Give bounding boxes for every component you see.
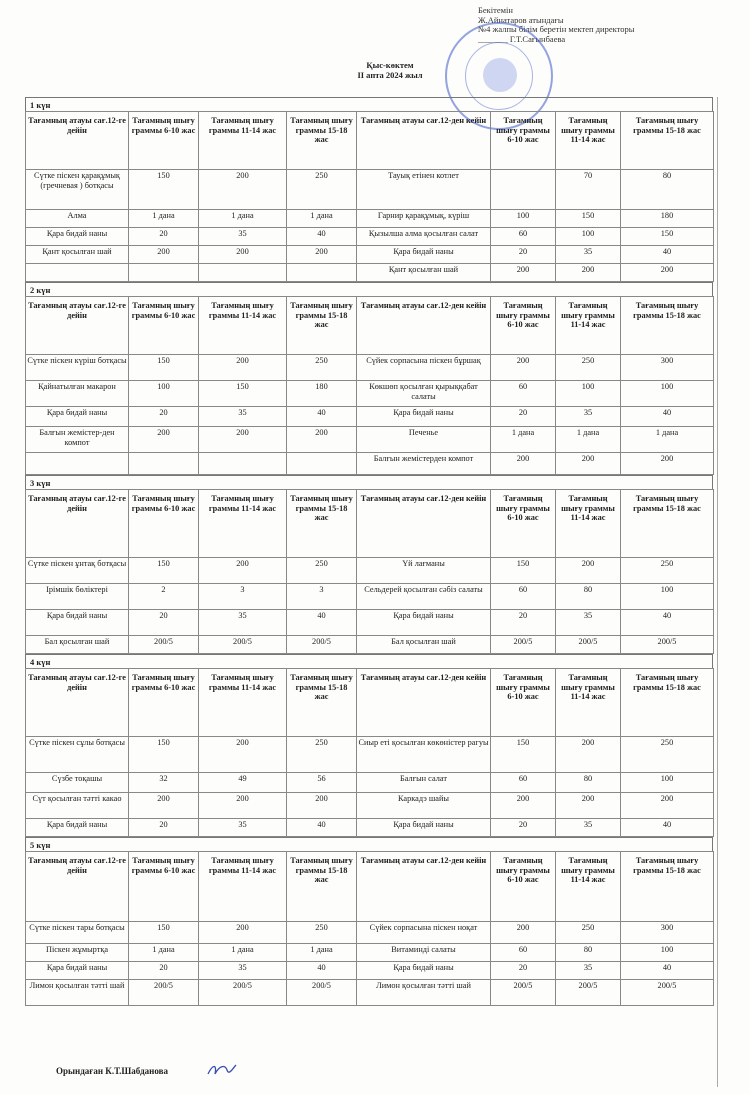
portion-cell: 2	[129, 584, 199, 610]
table-row	[26, 453, 714, 475]
footer-signature-label: Орындаған К.Т.Шабданова	[56, 1066, 168, 1076]
table-row	[26, 636, 714, 654]
portion-cell: 1 дана	[491, 427, 556, 453]
day-label: 1 күн	[25, 97, 713, 111]
table-header-row	[26, 852, 714, 922]
portion-cell: 20	[129, 962, 199, 980]
column-header: Тағамның шығу граммы 15-18 жас	[621, 112, 714, 170]
portion-cell: 100	[556, 381, 621, 407]
portion-cell: 200/5	[556, 636, 621, 654]
portion-cell: 150	[129, 558, 199, 584]
dish-name-cell: Бал қосылған шай	[357, 636, 491, 654]
portion-cell: 20	[129, 610, 199, 636]
dish-name-cell: Лимон қосылған тәтті шай	[357, 980, 491, 1006]
table-row	[26, 210, 714, 228]
portion-cell: 40	[621, 819, 714, 837]
portion-cell: 35	[556, 246, 621, 264]
portion-cell: 150	[129, 737, 199, 773]
portion-cell: 200/5	[621, 636, 714, 654]
dish-name-cell: Қант қосылған шай	[357, 264, 491, 282]
portion-cell: 40	[287, 228, 357, 246]
portion-cell: 56	[287, 773, 357, 793]
column-header: Тағамның атауы сағ.12-ге дейін	[26, 490, 129, 558]
portion-cell	[287, 453, 357, 475]
dish-name-cell: Сүйек сорпасына піскен ноқат	[357, 922, 491, 944]
portion-cell: 200	[556, 558, 621, 584]
portion-cell: 200	[556, 737, 621, 773]
portion-cell: 200	[199, 558, 287, 584]
dish-name-cell	[26, 264, 129, 282]
dish-name-cell: Қайнатылған макарон	[26, 381, 129, 407]
column-header: Тағамның шығу граммы 11-14 жас	[556, 669, 621, 737]
column-header: Тағамның атауы сағ.12-ден кейін	[357, 490, 491, 558]
column-header: Тағамның атауы сағ.12-ге дейін	[26, 112, 129, 170]
table-row	[26, 944, 714, 962]
column-header: Тағамның шығу граммы 15-18 жас	[287, 852, 357, 922]
dish-name-cell: Қара бидай наны	[357, 819, 491, 837]
column-header: Тағамның шығу граммы 15-18 жас	[621, 490, 714, 558]
dish-name-cell	[26, 453, 129, 475]
day-menu-table	[25, 489, 714, 654]
column-header: Тағамның шығу граммы 6-10 жас	[129, 490, 199, 558]
dish-name-cell: Бал қосылған шай	[26, 636, 129, 654]
dish-name-cell: Қара бидай наны	[26, 610, 129, 636]
column-header: Тағамның шығу граммы 6-10 жас	[491, 852, 556, 922]
portion-cell: 200/5	[199, 636, 287, 654]
portion-cell: 35	[199, 962, 287, 980]
dish-name-cell: Лимон қосылған тәтті шай	[26, 980, 129, 1006]
portion-cell: 35	[199, 228, 287, 246]
portion-cell: 250	[287, 355, 357, 381]
table-header-row	[26, 112, 714, 170]
table-row	[26, 610, 714, 636]
column-header: Тағамның шығу граммы 15-18 жас	[287, 297, 357, 355]
dish-name-cell: Печенье	[357, 427, 491, 453]
table-header-row	[26, 490, 714, 558]
dish-name-cell: Сүтке піскен ұнтақ ботқасы	[26, 558, 129, 584]
portion-cell: 35	[556, 819, 621, 837]
portion-cell: 200/5	[556, 980, 621, 1006]
portion-cell: 200	[287, 427, 357, 453]
day-menu-table	[25, 111, 714, 282]
portion-cell: 200	[199, 793, 287, 819]
portion-cell: 35	[556, 610, 621, 636]
column-header: Тағамның атауы сағ.12-ден кейін	[357, 669, 491, 737]
portion-cell: 200	[287, 793, 357, 819]
portion-cell: 35	[199, 610, 287, 636]
approval-line: Ж.Айнатаров атындағы	[478, 14, 564, 25]
dish-name-cell: Каркадэ шайы	[357, 793, 491, 819]
dish-name-cell: Қызылша алма қосылған салат	[357, 228, 491, 246]
column-header: Тағамның атауы сағ.12-ге дейін	[26, 852, 129, 922]
table-row	[26, 819, 714, 837]
table-row	[26, 737, 714, 773]
portion-cell: 100	[621, 584, 714, 610]
portion-cell: 200	[556, 453, 621, 475]
portion-cell: 100	[621, 944, 714, 962]
portion-cell: 20	[129, 407, 199, 427]
portion-cell: 200	[129, 427, 199, 453]
table-row	[26, 228, 714, 246]
portion-cell: 35	[199, 819, 287, 837]
portion-cell: 20	[491, 962, 556, 980]
dish-name-cell: Балғын жемістер-ден компот	[26, 427, 129, 453]
dish-name-cell: Сүтке піскен күріш ботқасы	[26, 355, 129, 381]
page-edge-line	[717, 97, 718, 1087]
dish-name-cell: Көкшөп қосылған қырыққабат салаты	[357, 381, 491, 407]
column-header: Тағамның шығу граммы 15-18 жас	[287, 112, 357, 170]
column-header: Тағамның шығу граммы 6-10 жас	[129, 669, 199, 737]
column-header: Тағамның шығу граммы 11-14 жас	[199, 852, 287, 922]
dish-name-cell: Сельдерей қосылған сәбіз салаты	[357, 584, 491, 610]
column-header: Тағамның шығу граммы 11-14 жас	[199, 490, 287, 558]
portion-cell	[491, 170, 556, 210]
portion-cell: 1 дана	[129, 210, 199, 228]
portion-cell: 200/5	[621, 980, 714, 1006]
portion-cell: 300	[621, 922, 714, 944]
table-row	[26, 980, 714, 1006]
table-row	[26, 427, 714, 453]
portion-cell: 150	[491, 737, 556, 773]
portion-cell: 200/5	[491, 980, 556, 1006]
portion-cell: 200/5	[129, 636, 199, 654]
table-row	[26, 407, 714, 427]
column-header: Тағамның шығу граммы 6-10 жас	[129, 112, 199, 170]
column-header: Тағамның шығу граммы 11-14 жас	[556, 112, 621, 170]
table-row	[26, 584, 714, 610]
table-row	[26, 922, 714, 944]
portion-cell: 40	[287, 610, 357, 636]
column-header: Тағамның атауы сағ.12-ден кейін	[357, 297, 491, 355]
portion-cell: 40	[621, 962, 714, 980]
table-row	[26, 355, 714, 381]
portion-cell: 200	[199, 922, 287, 944]
portion-cell: 100	[621, 381, 714, 407]
portion-cell: 49	[199, 773, 287, 793]
portion-cell: 200	[199, 427, 287, 453]
column-header: Тағамның шығу граммы 6-10 жас	[129, 852, 199, 922]
signature-mark	[205, 1060, 239, 1080]
column-header: Тағамның шығу граммы 6-10 жас	[491, 112, 556, 170]
portion-cell: 150	[129, 170, 199, 210]
approval-line: _______ Г.Т.Сағынбаева	[478, 33, 566, 44]
dish-name-cell: Қара бидай наны	[357, 610, 491, 636]
column-header: Тағамның атауы сағ.12-ден кейін	[357, 112, 491, 170]
portion-cell: 200	[491, 922, 556, 944]
portion-cell: 200	[621, 793, 714, 819]
dish-name-cell: Балғын жемістерден компот	[357, 453, 491, 475]
dish-name-cell: Сүт қосылған тәтті какао	[26, 793, 129, 819]
portion-cell: 150	[621, 228, 714, 246]
portion-cell: 80	[621, 170, 714, 210]
portion-cell: 80	[556, 773, 621, 793]
table-row	[26, 264, 714, 282]
table-row	[26, 773, 714, 793]
portion-cell: 80	[556, 584, 621, 610]
menu-sheet	[25, 97, 713, 1006]
menu-season: Қыс-көктем	[366, 60, 414, 70]
day-label: 2 күн	[25, 282, 713, 296]
portion-cell: 250	[556, 355, 621, 381]
portion-cell: 100	[556, 228, 621, 246]
dish-name-cell: Сиыр еті қосылған көкөністер рагуы	[357, 737, 491, 773]
menu-title	[350, 60, 430, 80]
portion-cell: 20	[491, 610, 556, 636]
dish-name-cell: Тауық етінен котлет	[357, 170, 491, 210]
dish-name-cell: Сүзбе тоқашы	[26, 773, 129, 793]
dish-name-cell: Қара бидай наны	[357, 407, 491, 427]
portion-cell: 250	[287, 558, 357, 584]
column-header: Тағамның шығу граммы 15-18 жас	[287, 490, 357, 558]
day-label: 5 күн	[25, 837, 713, 851]
portion-cell: 80	[556, 944, 621, 962]
portion-cell: 100	[621, 773, 714, 793]
table-header-row	[26, 669, 714, 737]
portion-cell: 70	[556, 170, 621, 210]
column-header: Тағамның шығу граммы 15-18 жас	[621, 297, 714, 355]
portion-cell: 250	[287, 737, 357, 773]
portion-cell: 200	[129, 246, 199, 264]
portion-cell: 200/5	[199, 980, 287, 1006]
column-header: Тағамның шығу граммы 6-10 жас	[491, 669, 556, 737]
table-header-row	[26, 297, 714, 355]
portion-cell: 40	[287, 962, 357, 980]
portion-cell: 40	[621, 610, 714, 636]
portion-cell: 1 дана	[199, 210, 287, 228]
portion-cell: 1 дана	[287, 210, 357, 228]
portion-cell: 150	[491, 558, 556, 584]
portion-cell: 200	[491, 793, 556, 819]
portion-cell: 60	[491, 228, 556, 246]
dish-name-cell: Қара бидай наны	[357, 246, 491, 264]
portion-cell: 250	[556, 922, 621, 944]
approval-line: Бекітемін	[478, 5, 513, 15]
portion-cell: 200	[199, 737, 287, 773]
portion-cell: 40	[621, 246, 714, 264]
dish-name-cell: Балғын салат	[357, 773, 491, 793]
portion-cell	[199, 264, 287, 282]
day-menu-table	[25, 296, 714, 475]
portion-cell	[199, 453, 287, 475]
dish-name-cell: Қара бидай наны	[357, 962, 491, 980]
portion-cell: 200	[199, 246, 287, 264]
portion-cell: 20	[129, 228, 199, 246]
day-menu-table	[25, 668, 714, 837]
approval-line: №4 жалпы білім беретін мектеп директоры	[478, 24, 635, 35]
portion-cell: 1 дана	[199, 944, 287, 962]
column-header: Тағамның шығу граммы 11-14 жас	[556, 852, 621, 922]
portion-cell: 1 дана	[287, 944, 357, 962]
column-header: Тағамның атауы сағ.12-ге дейін	[26, 297, 129, 355]
day-menu-table	[25, 851, 714, 1006]
table-row	[26, 793, 714, 819]
dish-name-cell: Сүтке піскен сұлы ботқасы	[26, 737, 129, 773]
column-header: Тағамның шығу граммы 11-14 жас	[199, 297, 287, 355]
menu-week: II апта 2024 жыл	[357, 70, 423, 80]
portion-cell: 40	[287, 407, 357, 427]
column-header: Тағамның атауы сағ.12-ден кейін	[357, 852, 491, 922]
portion-cell: 200	[199, 355, 287, 381]
portion-cell: 180	[287, 381, 357, 407]
dish-name-cell: Алма	[26, 210, 129, 228]
column-header: Тағамның шығу граммы 11-14 жас	[556, 490, 621, 558]
portion-cell: 32	[129, 773, 199, 793]
column-header: Тағамның шығу граммы 6-10 жас	[129, 297, 199, 355]
portion-cell: 200	[621, 264, 714, 282]
portion-cell: 20	[129, 819, 199, 837]
portion-cell	[129, 264, 199, 282]
portion-cell: 150	[199, 381, 287, 407]
dish-name-cell: Қара бидай наны	[26, 407, 129, 427]
column-header: Тағамның шығу граммы 11-14 жас	[199, 112, 287, 170]
portion-cell: 200	[129, 793, 199, 819]
column-header: Тағамның шығу граммы 11-14 жас	[556, 297, 621, 355]
dish-name-cell: Қант қосылған шай	[26, 246, 129, 264]
portion-cell: 60	[491, 584, 556, 610]
portion-cell: 200	[621, 453, 714, 475]
column-header: Тағамның шығу граммы 6-10 жас	[491, 297, 556, 355]
portion-cell: 200	[491, 453, 556, 475]
table-row	[26, 962, 714, 980]
portion-cell: 200/5	[129, 980, 199, 1006]
portion-cell: 3	[287, 584, 357, 610]
dish-name-cell: Гарнир қарақұмық, күріш	[357, 210, 491, 228]
portion-cell: 150	[556, 210, 621, 228]
portion-cell: 250	[287, 170, 357, 210]
portion-cell: 1 дана	[556, 427, 621, 453]
dish-name-cell: Үй лағманы	[357, 558, 491, 584]
portion-cell: 60	[491, 773, 556, 793]
column-header: Тағамның шығу граммы 11-14 жас	[199, 669, 287, 737]
portion-cell: 40	[621, 407, 714, 427]
dish-name-cell: Сүйек сорпасына піскен бұршақ	[357, 355, 491, 381]
column-header: Тағамның шығу граммы 15-18 жас	[621, 669, 714, 737]
portion-cell: 100	[129, 381, 199, 407]
stamp-emblem	[483, 58, 517, 92]
portion-cell: 60	[491, 381, 556, 407]
portion-cell: 200	[491, 355, 556, 381]
portion-cell: 35	[556, 962, 621, 980]
dish-name-cell: Піскен жұмыртқа	[26, 944, 129, 962]
dish-name-cell: Қара бидай наны	[26, 228, 129, 246]
portion-cell: 3	[199, 584, 287, 610]
column-header: Тағамның шығу граммы 6-10 жас	[491, 490, 556, 558]
day-label: 3 күн	[25, 475, 713, 489]
portion-cell: 20	[491, 819, 556, 837]
portion-cell	[129, 453, 199, 475]
portion-cell: 100	[491, 210, 556, 228]
column-header: Тағамның шығу граммы 15-18 жас	[287, 669, 357, 737]
portion-cell: 150	[129, 922, 199, 944]
dish-name-cell: Қара бидай наны	[26, 819, 129, 837]
portion-cell: 1 дана	[621, 427, 714, 453]
portion-cell: 200/5	[287, 980, 357, 1006]
dish-name-cell: Қара бидай наны	[26, 962, 129, 980]
portion-cell: 60	[491, 944, 556, 962]
column-header: Тағамның атауы сағ.12-ге дейін	[26, 669, 129, 737]
portion-cell: 250	[287, 922, 357, 944]
portion-cell: 200	[556, 793, 621, 819]
portion-cell	[287, 264, 357, 282]
dish-name-cell: Сүтке піскен тары ботқасы	[26, 922, 129, 944]
portion-cell: 20	[491, 407, 556, 427]
table-row	[26, 558, 714, 584]
table-row	[26, 170, 714, 210]
portion-cell: 150	[129, 355, 199, 381]
table-row	[26, 381, 714, 407]
portion-cell: 40	[287, 819, 357, 837]
table-row	[26, 246, 714, 264]
portion-cell: 250	[621, 737, 714, 773]
portion-cell: 250	[621, 558, 714, 584]
dish-name-cell: Ірімшік бөліктері	[26, 584, 129, 610]
portion-cell: 35	[556, 407, 621, 427]
portion-cell: 1 дана	[129, 944, 199, 962]
column-header: Тағамның шығу граммы 15-18 жас	[621, 852, 714, 922]
portion-cell: 180	[621, 210, 714, 228]
portion-cell: 200	[199, 170, 287, 210]
portion-cell: 35	[199, 407, 287, 427]
portion-cell: 200/5	[491, 636, 556, 654]
portion-cell: 300	[621, 355, 714, 381]
portion-cell: 200	[287, 246, 357, 264]
portion-cell: 20	[491, 246, 556, 264]
dish-name-cell: Витаминді салаты	[357, 944, 491, 962]
dish-name-cell: Сүтке піскен қарақұмық (гречневая ) ботқасы	[26, 170, 129, 210]
day-label: 4 күн	[25, 654, 713, 668]
portion-cell: 200/5	[287, 636, 357, 654]
portion-cell: 200	[491, 264, 556, 282]
portion-cell: 200	[556, 264, 621, 282]
